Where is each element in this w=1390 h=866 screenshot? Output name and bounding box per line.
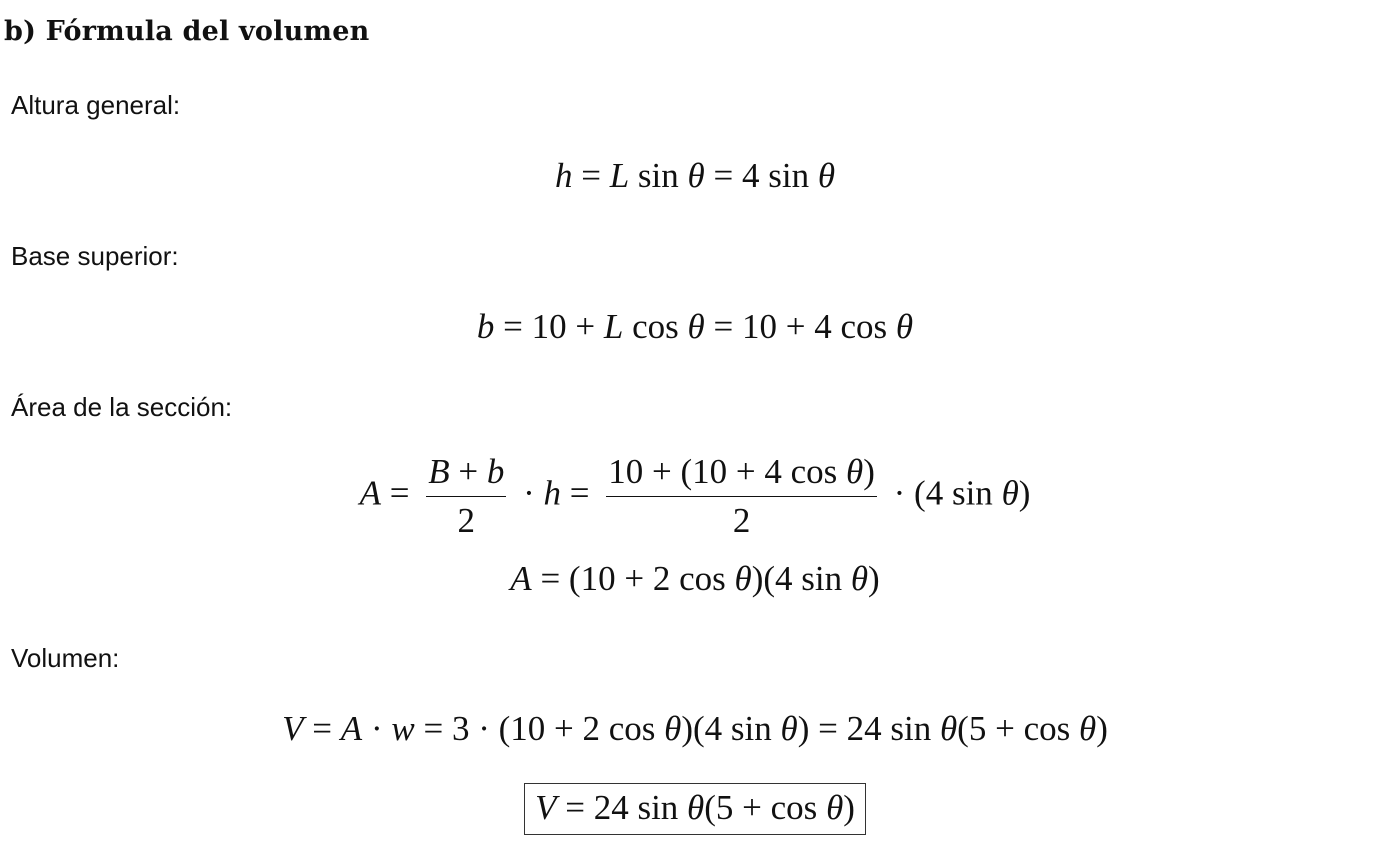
equation-volume: V = A · w = 3 · (10 + 2 cos θ)(4 sin θ) = 24 sin θ(5 + cos θ) — [282, 709, 1108, 748]
fraction-sum-over-2: $\frac{\text{10 + (10 + 4 cos θ)}}{2}$ — [608, 452, 875, 540]
equation-h: h = L sin θ = 4 sin θ — [554, 156, 836, 195]
equation-area-expanded: A = $\frac{B + b}{2}$ · h = $\frac{\text{10 + (10 + 4 cos θ)}}{2}$ · (4 sin θ) — [359, 452, 1031, 540]
equation-b: b = 10 + L cos θ = 10 + 4 cos θ — [476, 307, 914, 346]
label-altura: Altura general: — [11, 90, 181, 120]
section-title: b) Fórmula del volumen — [4, 16, 370, 47]
label-area-seccion: Área de la sección: — [11, 392, 233, 422]
label-volumen: Volumen: — [11, 643, 120, 673]
equation-volume-boxed-row — [0, 783, 1390, 835]
fraction-bb-over-2: $\frac{B + b}{2}$ — [428, 452, 505, 540]
boxed-final-volume: V = 24 sin θ(5 + cos θ) — [524, 783, 866, 835]
equation-area-simplified: A = (10 + 2 cos θ)(4 sin θ) — [510, 559, 880, 598]
label-base-superior: Base superior: — [11, 241, 179, 271]
